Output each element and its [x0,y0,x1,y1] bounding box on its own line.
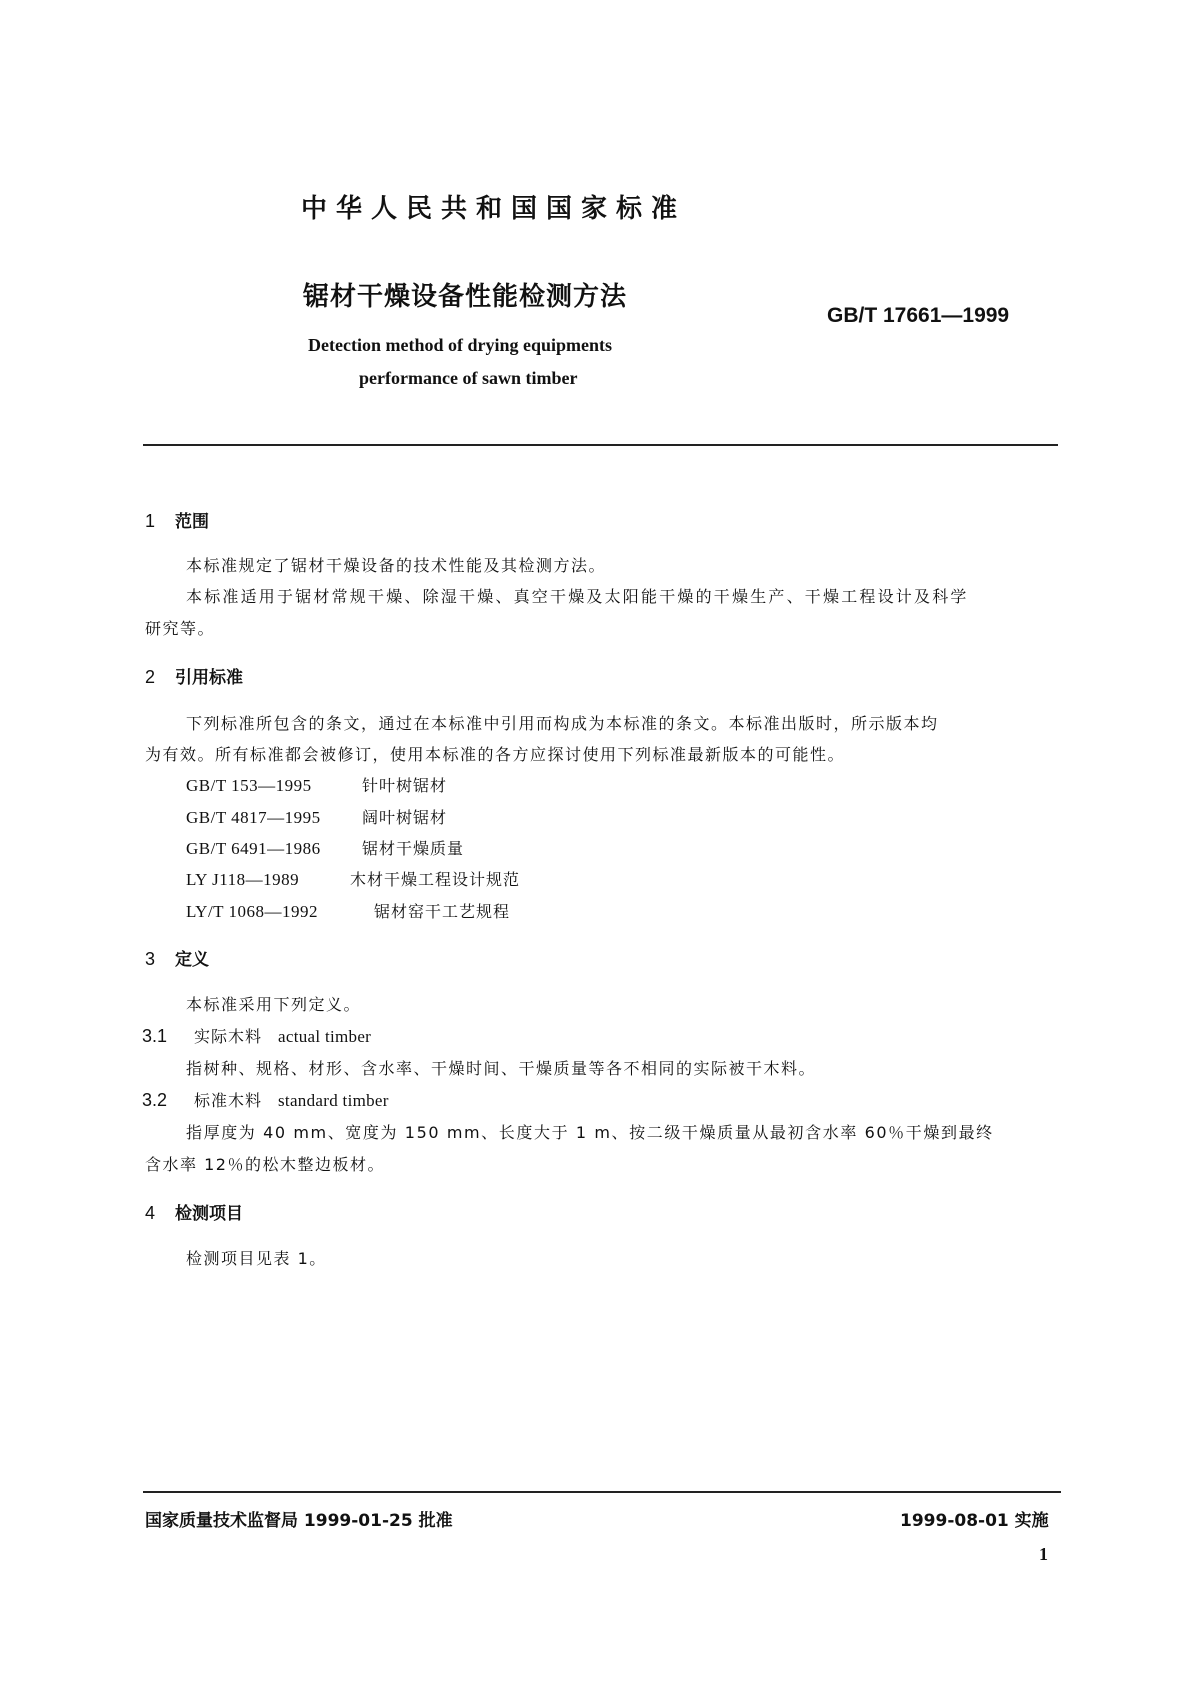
reference-name: 木材干燥工程设计规范 [350,870,521,889]
page-number: 1 [1039,1544,1048,1564]
reference-item [186,899,510,922]
section-3-intro: 本标准采用下列定义。 [186,995,362,1014]
section-1-paragraph-2-line1: 本标准适用于锯材常规干燥、除湿干燥、真空干燥及太阳能干燥的干燥生产、干燥工程设计及科学 [186,587,969,606]
definition-term-en: actual timber [278,1027,372,1046]
definition-3-2-text-line2: 含水率 12％的松木整边板材。 [145,1155,385,1174]
reference-name: 锯材窑干工艺规程 [374,902,511,921]
document-title-cn: 锯材干燥设备性能检测方法 [303,282,628,312]
reference-code: LY/T 1068—1992 [186,902,319,921]
section-4-heading [145,1199,243,1224]
section-3-heading [145,945,209,970]
definition-3-1-text: 指树种、规格、材形、含水率、干燥时间、干燥质量等各不相同的实际被干木料。 [186,1059,817,1078]
header-divider [143,444,1058,446]
section-2-title: 引用标准 [175,668,243,688]
standard-code: GB/T 17661—1999 [827,304,1010,327]
reference-item [186,836,464,859]
section-1-paragraph-1: 本标准规定了锯材干燥设备的技术性能及其检测方法。 [186,556,607,575]
national-standard-heading: 中华人民共和国国家标准 [301,194,687,224]
definition-term-cn: 实际木料 [194,1027,263,1046]
reference-item [186,773,447,796]
section-2-paragraph-line2: 为有效。所有标准都会被修订，使用本标准的各方应探讨使用下列标准最新版本的可能性。 [145,745,846,764]
reference-code: LY J118—1989 [186,870,300,889]
section-2-number: 2 [145,667,156,687]
section-1-number: 1 [145,511,156,531]
definition-3-2-text-line1: 指厚度为 40 mm、宽度为 150 mm、长度大于 1 m、按二级干燥质量从最初含水率 60％干燥到最终 [186,1123,994,1142]
reference-name: 锯材干燥质量 [362,839,465,858]
approval-statement: 国家质量技术监督局 1999-01-25 批准 [145,1511,453,1531]
section-1-paragraph-2-line2: 研究等。 [145,619,216,638]
reference-code: GB/T 6491—1986 [186,839,321,858]
reference-name: 阔叶树锯材 [362,808,448,827]
reference-item [186,805,447,828]
section-2-heading [145,663,243,688]
document-title-en-line2: performance of sawn timber [359,368,578,388]
section-2-paragraph-line1: 下列标准所包含的条文，通过在本标准中引用而构成为本标准的条文。本标准出版时，所示版本均 [186,714,939,733]
section-3-title: 定义 [175,950,209,970]
section-3-number: 3 [145,949,156,969]
definition-number: 3.2 [142,1090,168,1110]
definition-3-2-heading [142,1088,389,1111]
footer-divider [143,1491,1061,1493]
implementation-date: 1999-08-01 实施 [900,1511,1049,1531]
section-1-heading [145,507,209,532]
document-title-en-line1: Detection method of drying equipments [308,335,612,355]
section-4-title: 检测项目 [175,1204,243,1224]
definition-term-cn: 标准木料 [194,1091,263,1110]
section-4-number: 4 [145,1203,156,1223]
definition-3-1-heading [142,1024,371,1047]
definition-number: 3.1 [142,1026,168,1046]
reference-name: 针叶树锯材 [362,776,448,795]
reference-code: GB/T 4817—1995 [186,808,321,827]
reference-item [186,867,520,890]
section-4-paragraph: 检测项目见表 1。 [186,1249,327,1268]
reference-code: GB/T 153—1995 [186,776,312,795]
definition-term-en: standard timber [278,1091,389,1110]
section-1-title: 范围 [175,512,209,532]
